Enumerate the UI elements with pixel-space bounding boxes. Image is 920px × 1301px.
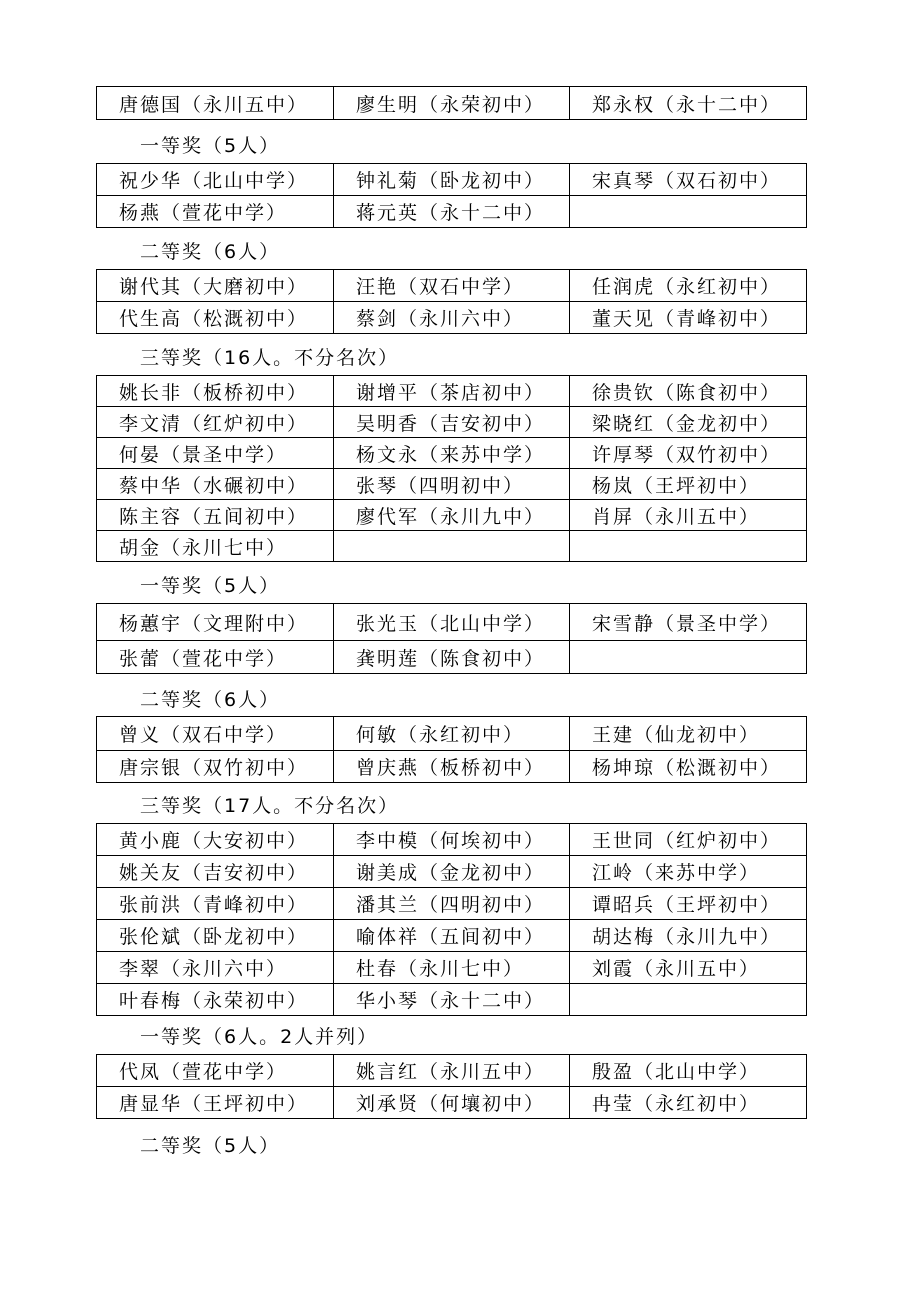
winner-cell: 叶春梅（永荣初中） xyxy=(97,984,334,1016)
winner-cell: 李翠（永川六中） xyxy=(97,952,334,984)
section-heading: 二等奖（6人） xyxy=(140,241,281,263)
winner-cell: 陈主容（五间初中） xyxy=(97,500,334,531)
table-row xyxy=(97,469,807,500)
table-row xyxy=(97,952,807,984)
winner-cell: 何敏（永红初中） xyxy=(334,717,570,751)
winner-cell xyxy=(570,196,807,228)
winner-cell: 殷盈（北山中学） xyxy=(570,1055,807,1087)
section-heading: 一等奖（5人） xyxy=(140,575,281,597)
winner-cell: 王建（仙龙初中） xyxy=(570,717,807,751)
winner-cell: 徐贵钦（陈食初中） xyxy=(570,376,807,407)
winner-cell xyxy=(570,984,807,1016)
winner-cell: 谭昭兵（王坪初中） xyxy=(570,888,807,920)
table-row xyxy=(97,87,807,120)
winner-cell: 唐显华（王坪初中） xyxy=(97,1087,334,1119)
award-table-1 xyxy=(96,163,807,228)
section-heading: 一等奖（6人。2人并列） xyxy=(140,1026,379,1048)
award-table-6 xyxy=(96,823,807,1016)
winner-cell: 杨燕（萱花中学） xyxy=(97,196,334,228)
winner-cell: 廖代军（永川九中） xyxy=(334,500,570,531)
table-row xyxy=(97,920,807,952)
winner-cell: 胡达梅（永川九中） xyxy=(570,920,807,952)
winner-cell xyxy=(570,641,807,674)
table-row xyxy=(97,641,807,674)
winner-cell: 梁晓红（金龙初中） xyxy=(570,407,807,438)
winner-cell: 李文清（红炉初中） xyxy=(97,407,334,438)
winner-cell: 黄小鹿（大安初中） xyxy=(97,824,334,856)
table-row xyxy=(97,1055,807,1087)
winner-cell: 曾义（双石中学） xyxy=(97,717,334,751)
winner-cell: 姚关友（吉安初中） xyxy=(97,856,334,888)
section-heading: 二等奖（5人） xyxy=(140,1135,281,1157)
section-heading: 三等奖（16人。不分名次） xyxy=(140,347,400,369)
winner-cell: 杨蕙宇（文理附中） xyxy=(97,604,334,641)
winner-cell: 杨坤琼（松溉初中） xyxy=(570,751,807,783)
section-heading: 一等奖（5人） xyxy=(140,135,281,157)
section-heading: 二等奖（6人） xyxy=(140,689,281,711)
winner-cell: 杨文永（来苏中学） xyxy=(334,438,570,469)
winner-cell: 龚明莲（陈食初中） xyxy=(334,641,570,674)
winner-cell: 汪艳（双石中学） xyxy=(334,270,570,302)
winner-cell: 董天见（青峰初中） xyxy=(570,302,807,334)
winner-cell: 喻体祥（五间初中） xyxy=(334,920,570,952)
winner-cell: 宋雪静（景圣中学） xyxy=(570,604,807,641)
table-row xyxy=(97,531,807,562)
table-row xyxy=(97,500,807,531)
winner-cell: 王世同（红炉初中） xyxy=(570,824,807,856)
winner-cell: 姚长非（板桥初中） xyxy=(97,376,334,407)
winner-cell: 刘霞（永川五中） xyxy=(570,952,807,984)
winner-cell: 杨岚（王坪初中） xyxy=(570,469,807,500)
winner-cell: 张蕾（萱花中学） xyxy=(97,641,334,674)
table-row xyxy=(97,984,807,1016)
award-table-5 xyxy=(96,716,807,783)
winner-cell: 杜春（永川七中） xyxy=(334,952,570,984)
table-row xyxy=(97,164,807,196)
winner-cell: 张伦斌（卧龙初中） xyxy=(97,920,334,952)
winner-cell: 宋真琴（双石初中） xyxy=(570,164,807,196)
winner-cell: 廖生明（永荣初中） xyxy=(334,87,570,120)
winner-cell: 张光玉（北山中学） xyxy=(334,604,570,641)
winner-cell: 何晏（景圣中学） xyxy=(97,438,334,469)
winner-cell: 曾庆燕（板桥初中） xyxy=(334,751,570,783)
winner-cell: 任润虎（永红初中） xyxy=(570,270,807,302)
table-row xyxy=(97,196,807,228)
winner-cell: 许厚琴（双竹初中） xyxy=(570,438,807,469)
winner-cell xyxy=(570,531,807,562)
table-row xyxy=(97,1087,807,1119)
winner-cell: 唐宗银（双竹初中） xyxy=(97,751,334,783)
winner-cell: 华小琴（永十二中） xyxy=(334,984,570,1016)
award-table-3 xyxy=(96,375,807,562)
winner-cell: 吴明香（吉安初中） xyxy=(334,407,570,438)
winner-cell: 冉莹（永红初中） xyxy=(570,1087,807,1119)
winner-cell: 李中模（何埃初中） xyxy=(334,824,570,856)
table-row xyxy=(97,604,807,641)
award-table-4 xyxy=(96,603,807,674)
winner-cell: 谢代其（大磨初中） xyxy=(97,270,334,302)
winner-cell: 肖屏（永川五中） xyxy=(570,500,807,531)
winner-cell: 唐德国（永川五中） xyxy=(97,87,334,120)
award-table-0 xyxy=(96,86,807,120)
winner-cell: 蒋元英（永十二中） xyxy=(334,196,570,228)
table-row xyxy=(97,438,807,469)
winner-cell: 谢增平（茶店初中） xyxy=(334,376,570,407)
winner-cell: 潘其兰（四明初中） xyxy=(334,888,570,920)
table-row xyxy=(97,717,807,751)
winner-cell: 郑永权（永十二中） xyxy=(570,87,807,120)
table-row xyxy=(97,376,807,407)
table-row xyxy=(97,302,807,334)
table-row xyxy=(97,270,807,302)
winner-cell: 蔡中华（水碾初中） xyxy=(97,469,334,500)
section-heading: 三等奖（17人。不分名次） xyxy=(140,795,400,817)
winner-cell: 谢美成（金龙初中） xyxy=(334,856,570,888)
table-row xyxy=(97,856,807,888)
table-row xyxy=(97,824,807,856)
winner-cell: 江岭（来苏中学） xyxy=(570,856,807,888)
table-row xyxy=(97,751,807,783)
winner-cell: 钟礼菊（卧龙初中） xyxy=(334,164,570,196)
winner-cell xyxy=(334,531,570,562)
winner-cell: 代凤（萱花中学） xyxy=(97,1055,334,1087)
winner-cell: 代生高（松溉初中） xyxy=(97,302,334,334)
table-row xyxy=(97,888,807,920)
winner-cell: 蔡剑（永川六中） xyxy=(334,302,570,334)
winner-cell: 姚言红（永川五中） xyxy=(334,1055,570,1087)
award-table-7 xyxy=(96,1054,807,1119)
winner-cell: 祝少华（北山中学） xyxy=(97,164,334,196)
table-row xyxy=(97,407,807,438)
winner-cell: 张前洪（青峰初中） xyxy=(97,888,334,920)
award-table-2 xyxy=(96,269,807,334)
winner-cell: 张琴（四明初中） xyxy=(334,469,570,500)
winner-cell: 刘承贤（何壤初中） xyxy=(334,1087,570,1119)
winner-cell: 胡金（永川七中） xyxy=(97,531,334,562)
